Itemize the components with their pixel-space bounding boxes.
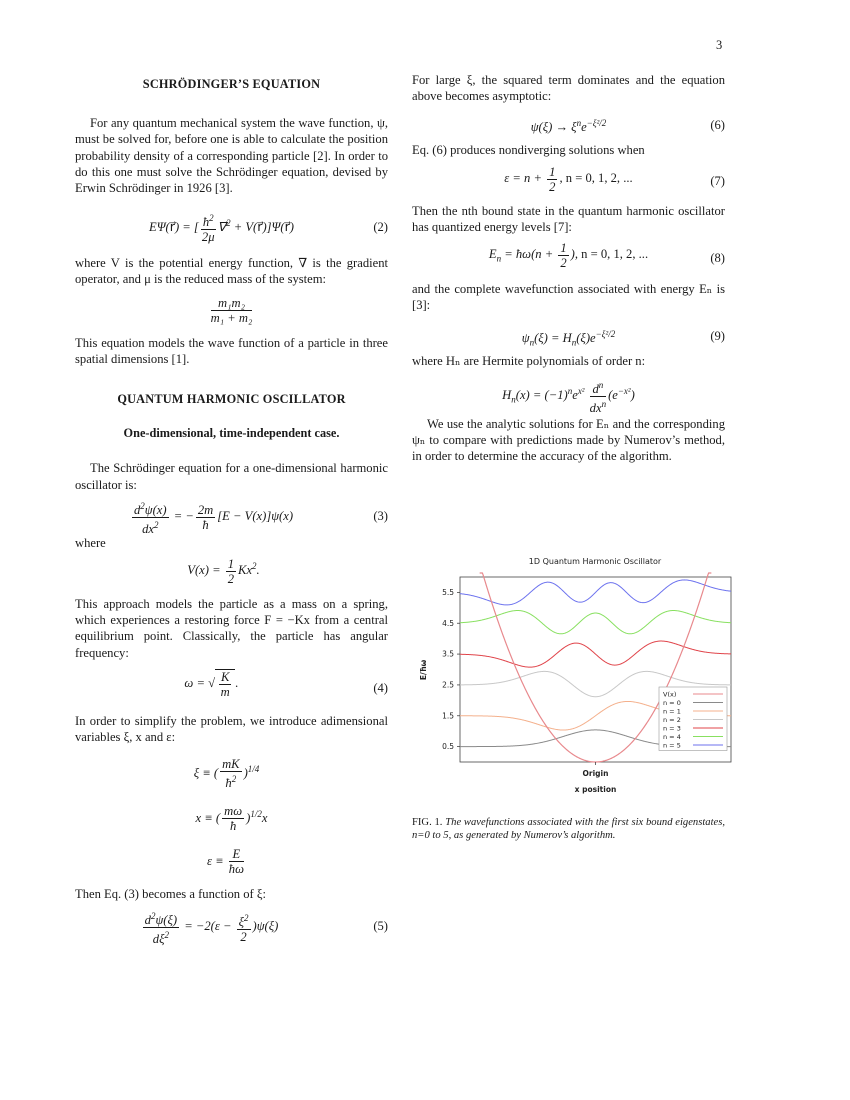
epsilon-definition: ε ≡ $\frac{E}{ħ\omega}$	[207, 847, 244, 877]
legend-label: V(x)	[663, 690, 677, 699]
x-definition: x ≡ ( $\frac{m\omega}{ħ}$ )$^{1/2}$x	[195, 804, 268, 834]
paragraph-spring: This approach models the particle as a mass on a spring, which experiences a restoring force F = −Kx from a central equilibrium point. Classically, the particle has angular frequency:	[75, 597, 388, 660]
paragraph-nondiverging: Eq. (6) produces nondiverging solutions when	[412, 143, 645, 158]
caption-text: The wavefunctions associated with the first six bound eigenstates, n=0 to 5, as generated by Numerov’s algorithm.	[412, 817, 725, 841]
paragraph-complete-wavefunction: and the complete wavefunction associated with energy Eₙ is [3]:	[412, 282, 725, 313]
legend	[659, 687, 727, 751]
equation-2: EΨ(r⃗) = [ $\frac{ħ^2}{2\mu}$ ∇⃗$^2$ + V(r⃗)]Ψ(r⃗) (2)	[149, 213, 388, 245]
paragraph-three-dims: This equation models the wave function of a particle in three spatial dimensions [1].	[75, 335, 388, 366]
legend-label: n = 2	[663, 716, 681, 724]
equation-3-number: (3)	[373, 508, 388, 523]
label-where: where	[75, 535, 106, 550]
legend-label: n = 3	[663, 724, 681, 733]
equation-6: $\psi(\xi) \to \xi^ne^{-\xi^2/2}$ (6)	[530, 117, 725, 134]
hermite-definition: $H_n(x) = (-1)^ne^{x^2}$ $\frac{d^n}{dx^n}$ $(e^{-x^2})$	[502, 379, 635, 415]
equation-9-number: (9)	[710, 329, 725, 344]
equation-8: $E_n$ = ħω(n + $\frac{1}{2}$ ), n = 0, 1, 2, ... (8)	[488, 241, 725, 271]
reduced-mass-numerator: m₁m₂	[211, 296, 253, 311]
paragraph-intro: For any quantum mechanical system the wave function, ψ, must be solved for, before one is able to calculate the position probability density of a corresponding particle [2]. In order to do this one must solve the Schrödinger equation, devised by Erwin Schrödinger in 1926 [3].	[75, 116, 388, 196]
y-tick-label: 4.5	[442, 618, 454, 628]
caption-label: FIG. 1.	[412, 817, 443, 828]
paragraph-large-xi: For large ξ, the squared term dominates and the equation above becomes asymptotic:	[412, 73, 725, 104]
paragraph-energy-levels: Then the nth bound state in the quantum harmonic oscillator has quantized energy levels [7]:	[412, 203, 725, 234]
wavefunction-curve-n5	[460, 580, 731, 605]
x-tick-label-origin: Origin	[582, 769, 609, 778]
section-title-qho: QUANTUM HARMONIC OSCILLATOR	[117, 392, 346, 407]
legend-label: n = 5	[663, 741, 681, 750]
y-tick-label: 5.5	[442, 587, 454, 597]
y-ticks	[442, 588, 460, 751]
equation-4-number: (4)	[373, 680, 388, 695]
equation-5: $\frac{d^2\psi(\xi)}{d\xi^2}$ = −2(ε − $\frac{\xi^2}{2}$ )ψ(ξ) (5)	[144, 910, 388, 947]
chart-title: 1D Quantum Harmonic Oscillator	[528, 557, 662, 566]
y-tick-label: 0.5	[442, 742, 454, 752]
qho-chart	[412, 550, 742, 800]
section-title-schrodinger: SCHRÖDINGER’S EQUATION	[142, 77, 321, 91]
reduced-mass-denominator: m₁ + m₂	[210, 310, 253, 325]
equation-5-number: (5)	[373, 918, 388, 933]
equation-3: $\frac{d^2\psi(x)}{dx^2}$ = − $\frac{2m}{ħ}$ [E − V(x)]ψ(x) (3)	[133, 500, 388, 537]
paragraph-numerov: We use the analytic solutions for Eₙ and the corresponding ψₙ to compare with predictions made by Numerov’s method, in order to determine the accuracy of the algorithm.	[412, 416, 725, 464]
equation-2-number: (2)	[373, 220, 388, 235]
y-tick-label: 1.5	[442, 711, 454, 721]
right-column	[412, 72, 725, 464]
y-tick-label: 2.5	[442, 680, 454, 690]
legend-label: n = 4	[663, 733, 681, 741]
paragraph-hermite: where Hₙ are Hermite polynomials of order n:	[412, 354, 646, 369]
potential-expression: V(x) = $\frac{1}{2}$ Kx$^2$.	[187, 557, 260, 587]
equation-7-number: (7)	[710, 173, 725, 188]
y-axis-label: E/ħω	[419, 659, 428, 681]
figure-caption	[412, 816, 725, 842]
xi-definition: ξ ≡ ( $\frac{mK}{ħ^2}$ )$^{1/4}$	[193, 757, 260, 791]
paragraph-adimensional: In order to simplify the problem, we introduce adimensional variables ξ, x and ε:	[75, 713, 388, 745]
paragraph-then-eq3: Then Eq. (3) becomes a function of ξ:	[75, 887, 266, 902]
equation-8-number: (8)	[710, 250, 725, 265]
page-number: 3	[716, 38, 723, 52]
legend-label: n = 0	[663, 699, 681, 707]
wavefunction-curve-n3	[460, 641, 731, 667]
equation-6-number: (6)	[710, 118, 725, 133]
subsection-title-1d: One-dimensional, time-independent case.	[123, 426, 340, 441]
reduced-mass-expression	[75, 296, 388, 325]
equation-4: ω = √ $\frac{K}{m}$ . (4)	[184, 669, 388, 699]
paragraph-1d-intro: The Schrödinger equation for a one-dimensional harmonic oscillator is:	[75, 461, 388, 492]
x-axis-label: x position	[574, 785, 617, 794]
left-column	[75, 72, 388, 947]
equation-7: ε = n + $\frac{1}{2}$ , n = 0, 1, 2, ... (7)	[504, 164, 725, 194]
paragraph-where-v: where V is the potential energy function, ∇ is the gradient operator, and μ is the reduced mass of the system:	[75, 256, 388, 287]
equation-9: $\psi_n(\xi) = H_n(\xi)e^{-\xi^2/2}$ (9)	[521, 328, 725, 348]
legend-label: n = 1	[663, 707, 681, 716]
y-tick-label: 3.5	[442, 649, 454, 659]
